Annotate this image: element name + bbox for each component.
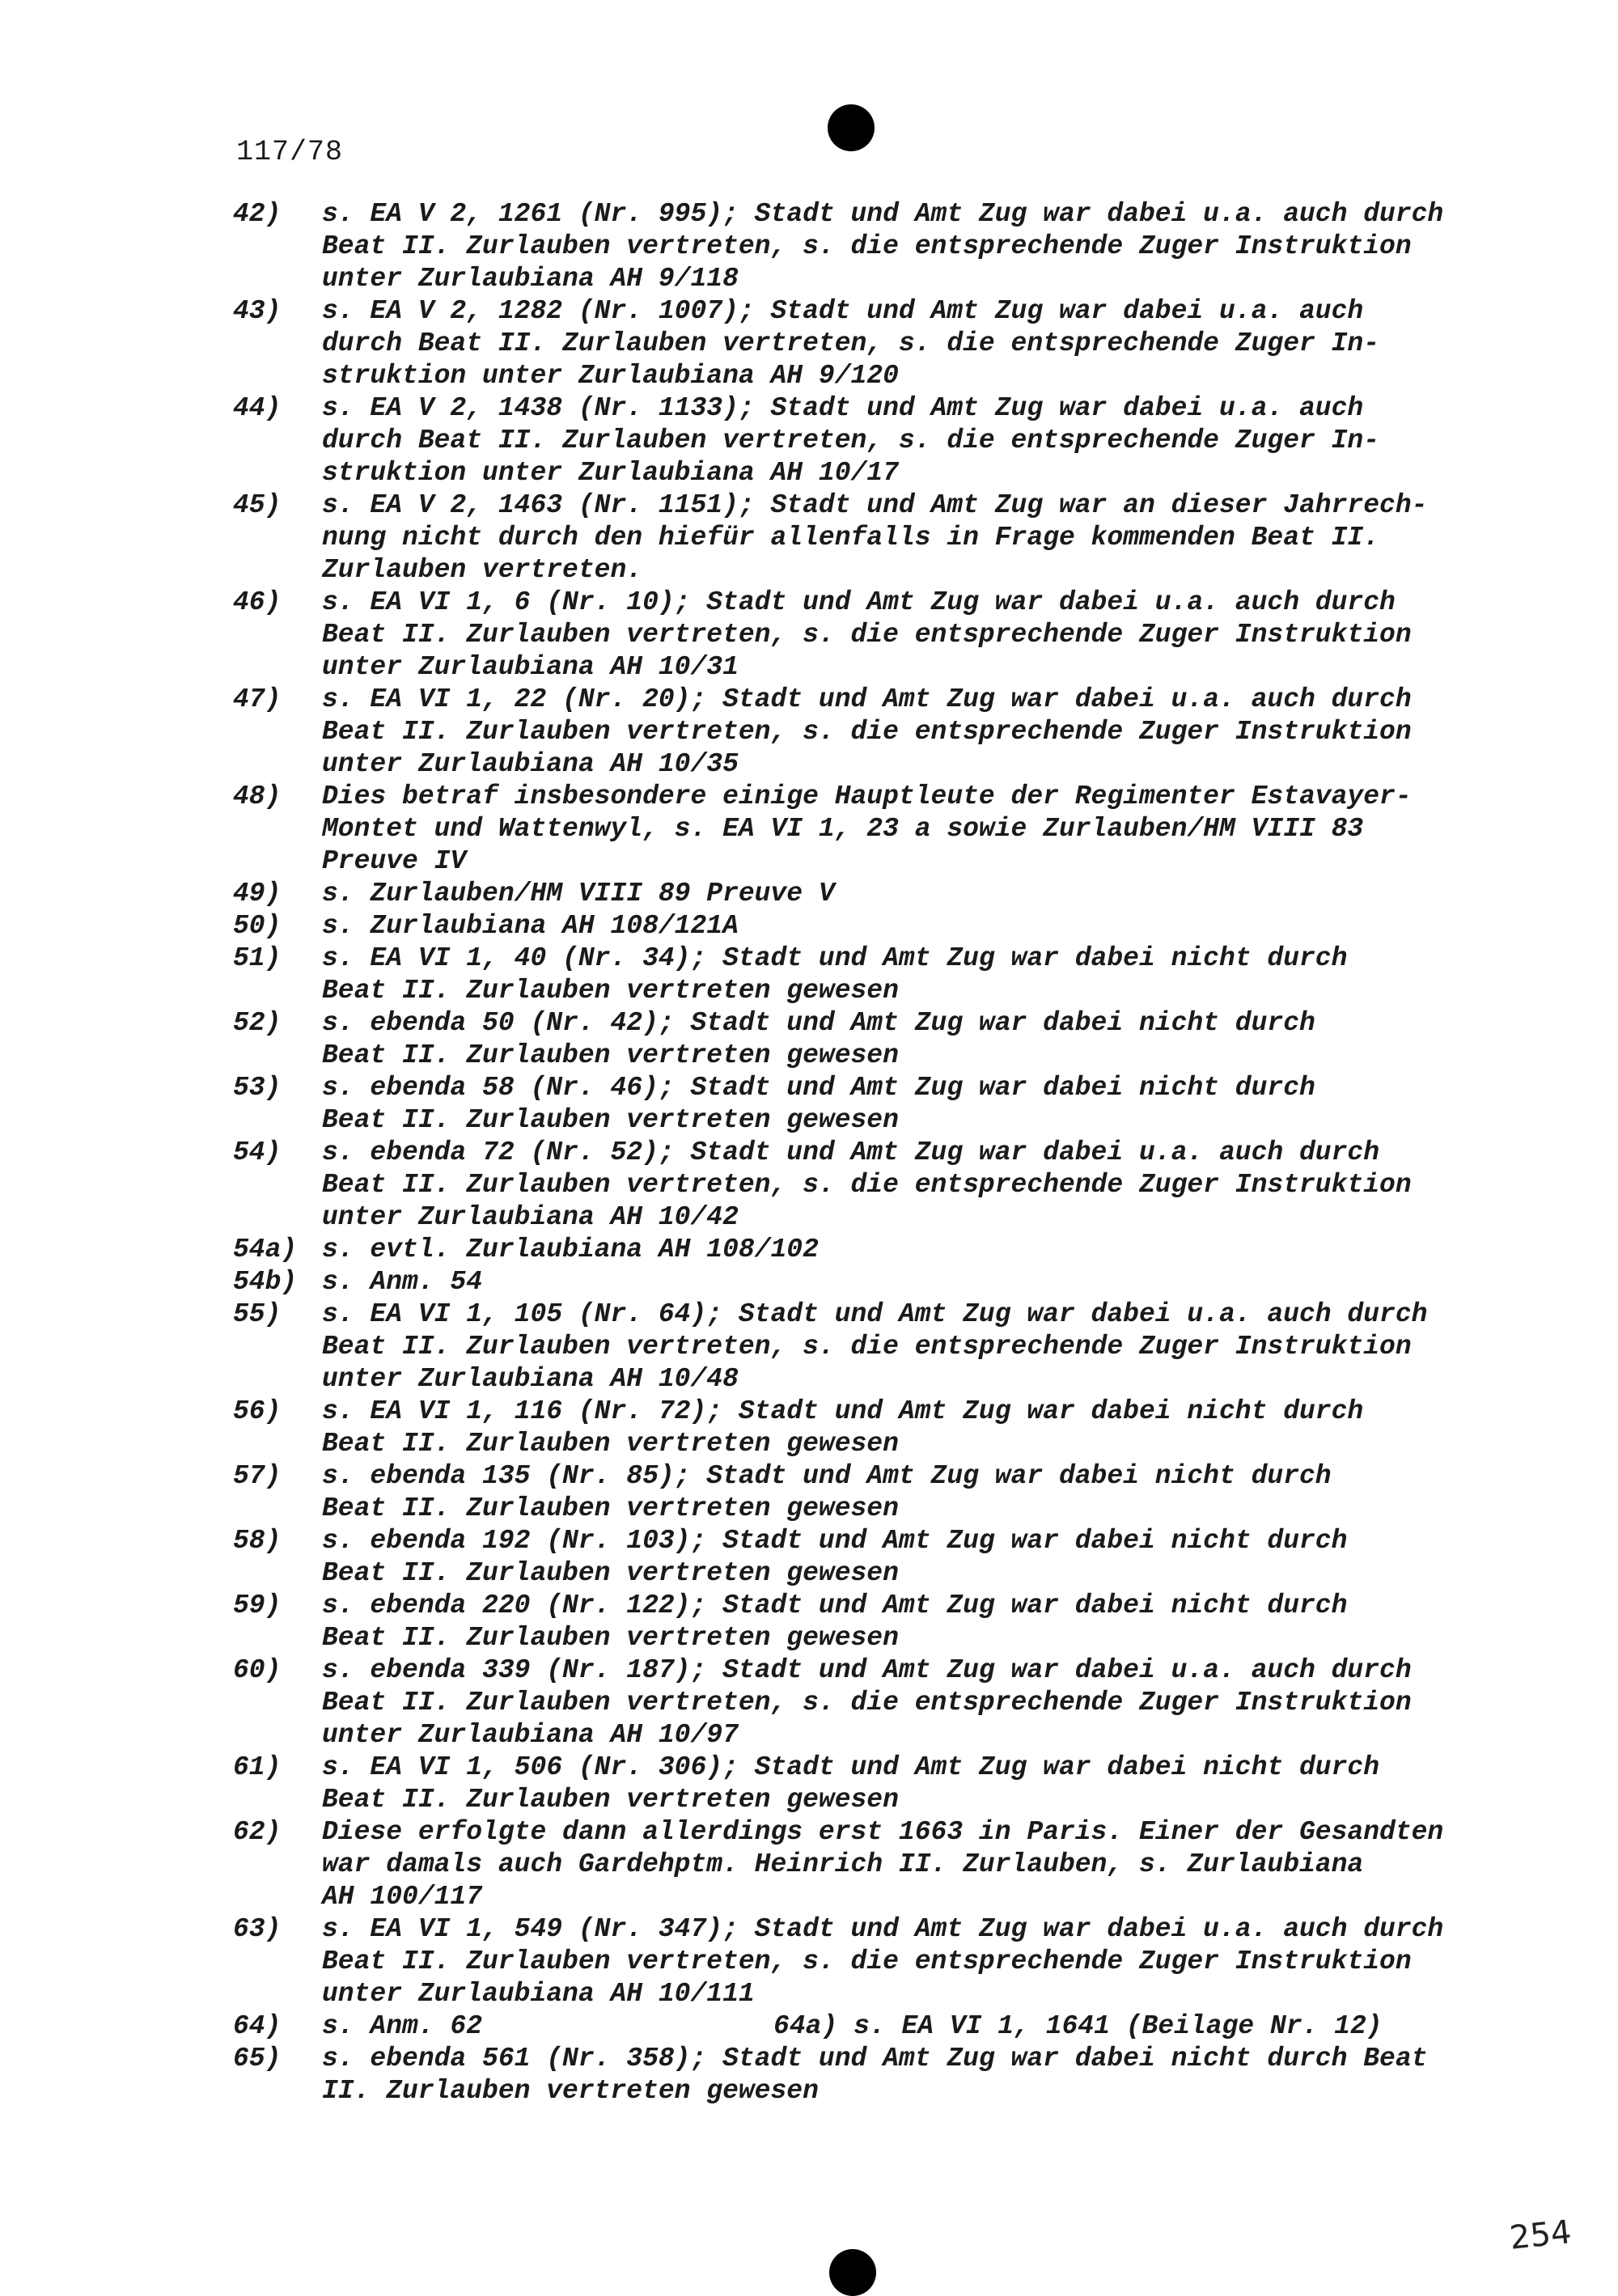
footnote-text: Dies betraf insbesondere einige Hauptleute der Regimenter Estavayer- Montet und Wattenwyl, s. EA VI 1, 23 a sowie Zurlauben/HM VIII 83 Preuve IV <box>322 782 1412 876</box>
footnote-text: s. EA VI 1, 105 (Nr. 64); Stadt und Amt Zug war dabei u.a. auch durch Beat II. Zurlauben vertreten, s. die entsprechende Zuger Instruktion unter Zurlaubiana AH 10/48 <box>322 1299 1428 1394</box>
footnote-text: Diese erfolgte dann allerdings erst 1663 in Paris. Einer der Gesandten war damals auch Gardehptm. Heinrich II. Zurlauben, s. Zurlaubiana AH 100/117 <box>322 1817 1444 1912</box>
footnote-number: 47) <box>233 684 282 714</box>
footnote-text: s. EA VI 1, 6 (Nr. 10); Stadt und Amt Zug war dabei u.a. auch durch Beat II. Zurlauben vertreten, s. die entsprechende Zuger Instruktion unter Zurlaubiana AH 10/31 <box>322 587 1412 682</box>
footnote-text: s. EA VI 1, 40 (Nr. 34); Stadt und Amt Zug war dabei nicht durch Beat II. Zurlauben vertreten gewesen <box>322 943 1348 1006</box>
footnote-57 <box>233 1460 1479 1525</box>
footnote-43 <box>233 295 1479 392</box>
footnote-51 <box>233 943 1479 1007</box>
punch-hole-bottom <box>829 2249 876 2296</box>
footnote-46 <box>233 587 1479 684</box>
footnote-59 <box>233 1590 1479 1654</box>
footnote-text: s. ebenda 192 (Nr. 103); Stadt und Amt Zug war dabei nicht durch Beat II. Zurlauben vertreten gewesen <box>322 1526 1348 1588</box>
footnote-number: 54a) <box>233 1235 298 1264</box>
footnote-56 <box>233 1396 1479 1460</box>
footnote-number: 62) <box>233 1817 282 1847</box>
footnote-text: s. EA VI 1, 116 (Nr. 72); Stadt und Amt Zug war dabei nicht durch Beat II. Zurlauben vertreten gewesen <box>322 1396 1364 1459</box>
footnote-50 <box>233 910 1479 943</box>
footnote-text: s. ebenda 561 (Nr. 358); Stadt und Amt Zug war dabei nicht durch Beat II. Zurlauben vertreten gewesen <box>322 2044 1428 2106</box>
footnote-text: s. EA VI 1, 549 (Nr. 347); Stadt und Amt Zug war dabei u.a. auch durch Beat II. Zurlauben vertreten, s. die entsprechende Zuger Instruktion unter Zurlaubiana AH 10/111 <box>322 1914 1444 2009</box>
footnote-42 <box>233 198 1479 295</box>
footnote-number: 45) <box>233 490 282 520</box>
footnote-number: 42) <box>233 199 282 229</box>
footnote-list <box>233 198 1479 2107</box>
footnote-52 <box>233 1007 1479 1072</box>
footnote-number: 61) <box>233 1752 282 1782</box>
footnote-number: 59) <box>233 1591 282 1620</box>
footnote-number: 50) <box>233 911 282 941</box>
footnote-text: s. ebenda 72 (Nr. 52); Stadt und Amt Zug war dabei u.a. auch durch Beat II. Zurlauben vertreten, s. die entsprechende Zuger Instruktion unter Zurlaubiana AH 10/42 <box>322 1137 1412 1232</box>
punch-hole-top <box>828 104 875 151</box>
footnote-64-text: s. Anm. 62 <box>322 2011 483 2041</box>
footnote-text: s. ebenda 220 (Nr. 122); Stadt und Amt Zug war dabei nicht durch Beat II. Zurlauben vertreten gewesen <box>322 1591 1348 1653</box>
footnote-54b <box>233 1266 1479 1298</box>
footnote-60 <box>233 1654 1479 1752</box>
handwritten-page-number: 254 <box>1507 2213 1574 2257</box>
footnote-text: s. EA V 2, 1282 (Nr. 1007); Stadt und Amt Zug war dabei u.a. auch durch Beat II. Zurlauben vertreten, s. die entsprechende Zuger In- struktion unter Zurlaubiana AH 9/120 <box>322 296 1380 391</box>
footnote-text: s. ebenda 58 (Nr. 46); Stadt und Amt Zug war dabei nicht durch Beat II. Zurlauben vertreten gewesen <box>322 1073 1315 1135</box>
footnote-62 <box>233 1816 1479 1913</box>
footnote-text: s. Zurlaubiana AH 108/121A <box>322 911 739 941</box>
footnote-64a-inline: 64a) s. EA VI 1, 1641 (Beilage Nr. 12) <box>773 2011 1383 2041</box>
footnote-text: s. ebenda 50 (Nr. 42); Stadt und Amt Zug war dabei nicht durch Beat II. Zurlauben vertreten gewesen <box>322 1008 1315 1070</box>
footnote-63 <box>233 1913 1479 2010</box>
footnote-55 <box>233 1298 1479 1396</box>
footnote-text: s. EA VI 1, 506 (Nr. 306); Stadt und Amt Zug war dabei nicht durch Beat II. Zurlauben vertreten gewesen <box>322 1752 1380 1815</box>
footnote-number: 63) <box>233 1914 282 1944</box>
footnote-number: 48) <box>233 782 282 811</box>
footnote-number: 46) <box>233 587 282 617</box>
footnote-47 <box>233 684 1479 781</box>
footnote-number: 65) <box>233 2044 282 2074</box>
footnote-text: s. EA V 2, 1261 (Nr. 995); Stadt und Amt Zug war dabei u.a. auch durch Beat II. Zurlauben vertreten, s. die entsprechende Zuger Instruktion unter Zurlaubiana AH 9/118 <box>322 199 1444 294</box>
footnote-number: 57) <box>233 1461 282 1491</box>
footnote-number: 51) <box>233 943 282 973</box>
footnote-number: 55) <box>233 1299 282 1329</box>
footnote-text: s. evtl. Zurlaubiana AH 108/102 <box>322 1235 819 1264</box>
footnote-number: 64) <box>233 2011 282 2041</box>
footnote-65 <box>233 2043 1479 2107</box>
footnote-64 <box>233 2010 1479 2043</box>
footnote-54a <box>233 1234 1479 1266</box>
footnote-number: 44) <box>233 393 282 423</box>
footnote-number: 58) <box>233 1526 282 1556</box>
footnote-48 <box>233 781 1479 878</box>
footnote-53 <box>233 1072 1479 1137</box>
footnote-number: 60) <box>233 1655 282 1685</box>
page-number: 117/78 <box>236 136 344 168</box>
footnote-44 <box>233 392 1479 489</box>
footnote-text: s. EA VI 1, 22 (Nr. 20); Stadt und Amt Zug war dabei u.a. auch durch Beat II. Zurlauben vertreten, s. die entsprechende Zuger Instruktion unter Zurlaubiana AH 10/35 <box>322 684 1412 779</box>
footnote-text: s. Anm. 54 <box>322 1267 483 1297</box>
footnote-text: s. ebenda 135 (Nr. 85); Stadt und Amt Zug war dabei nicht durch Beat II. Zurlauben vertreten gewesen <box>322 1461 1332 1523</box>
footnote-number: 54) <box>233 1137 282 1167</box>
footnote-text: s. Zurlauben/HM VIII 89 Preuve V <box>322 879 835 909</box>
footnote-text: s. ebenda 339 (Nr. 187); Stadt und Amt Zug war dabei u.a. auch durch Beat II. Zurlauben vertreten, s. die entsprechende Zuger Instruktion unter Zurlaubiana AH 10/97 <box>322 1655 1412 1750</box>
footnote-45 <box>233 489 1479 587</box>
footnote-number: 43) <box>233 296 282 326</box>
footnote-number: 49) <box>233 879 282 909</box>
footnote-58 <box>233 1525 1479 1590</box>
footnote-61 <box>233 1752 1479 1816</box>
footnote-number: 53) <box>233 1073 282 1103</box>
footnote-number: 54b) <box>233 1267 298 1297</box>
footnote-number: 56) <box>233 1396 282 1426</box>
footnote-number: 52) <box>233 1008 282 1038</box>
footnote-text <box>322 2010 1479 2043</box>
footnote-text: s. EA V 2, 1438 (Nr. 1133); Stadt und Amt Zug war dabei u.a. auch durch Beat II. Zurlauben vertreten, s. die entsprechende Zuger In- struktion unter Zurlaubiana AH 10/17 <box>322 393 1380 488</box>
footnote-49 <box>233 878 1479 910</box>
footnote-54 <box>233 1137 1479 1234</box>
footnote-text: s. EA V 2, 1463 (Nr. 1151); Stadt und Amt Zug war an dieser Jahrrech- nung nicht durch den hiefür allenfalls in Frage kommenden Beat II. Zurlauben vertreten. <box>322 490 1428 585</box>
